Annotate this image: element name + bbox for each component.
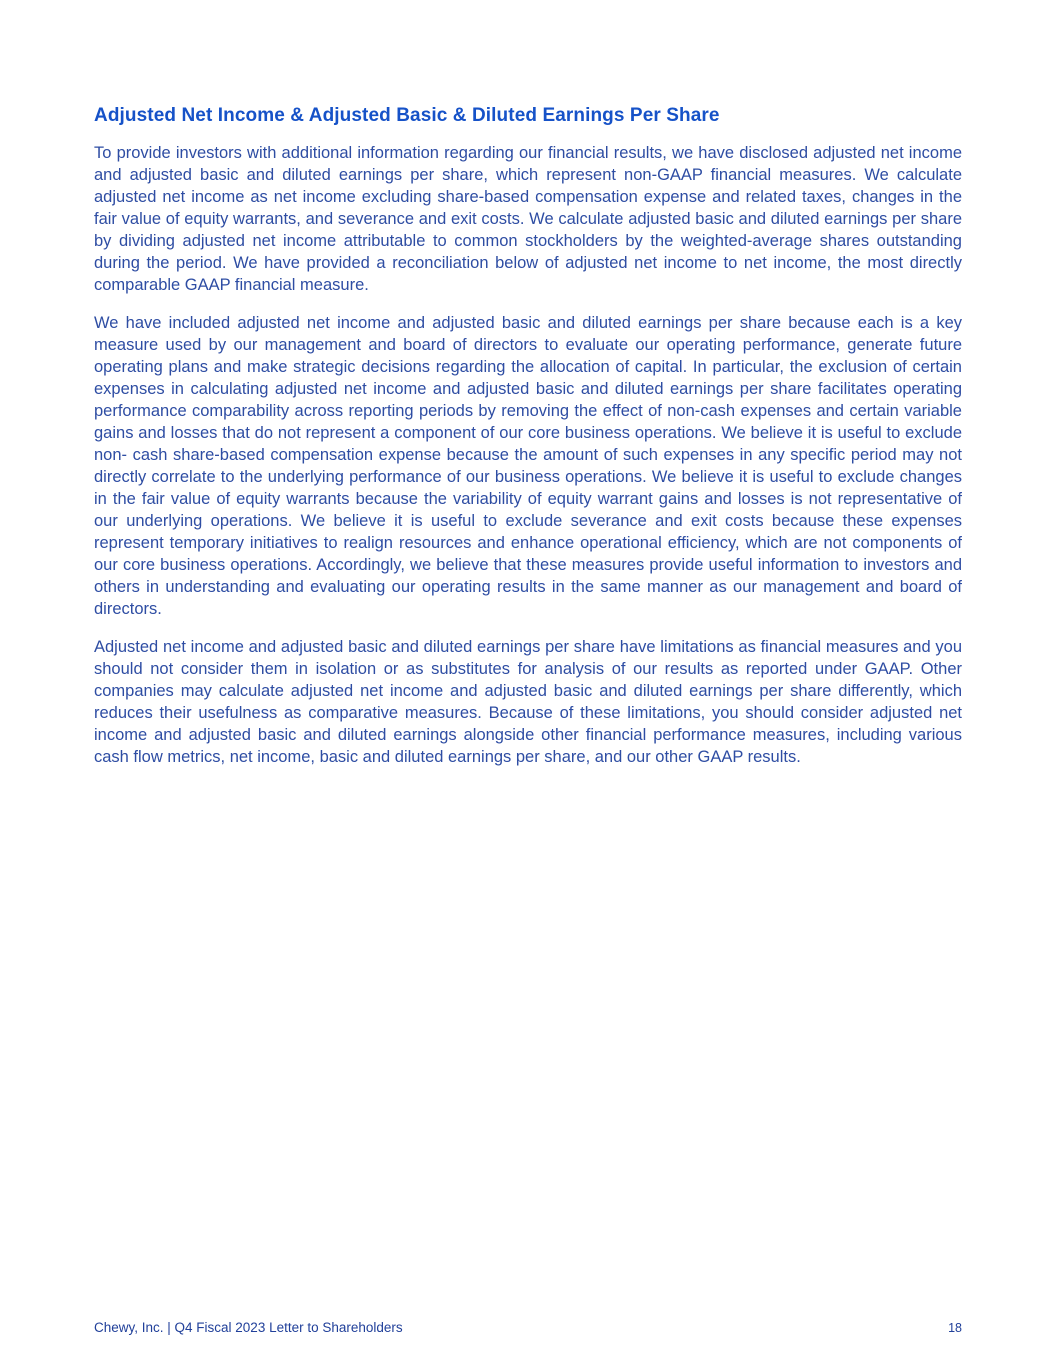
paragraph: Adjusted net income and adjusted basic and diluted earnings per share have limitations as financial measures and you should not consider them in isolation or as substitutes for analysis of our results as reported under GAAP. Other companies may calculate adjusted net income and adjusted basic and diluted earnings per share differently, which reduces their usefulness as comparative measures. Because of these limitations, you should consider adjusted net income and adjusted basic and diluted earnings alongside other financial performance measures, including various cash flow metrics, net income, basic and diluted earnings per share, and our other GAAP results. — [94, 638, 962, 766]
paragraph: To provide investors with additional information regarding our financial results, we have disclosed adjusted net income and adjusted basic and diluted earnings per share, which represent non-GAAP financial measures. We calculate adjusted net income as net income excluding share-based compensation expense and related taxes, changes in the fair value of equity warrants, and severance and exit costs. We calculate adjusted basic and diluted earnings per share by dividing adjusted net income attributable to common stockholders by the weighted-average shares outstanding during the period. We have provided a reconciliation below of adjusted net income to net income, the most directly comparable GAAP financial measure. — [94, 144, 962, 294]
body-copy — [94, 142, 962, 768]
footer-document-title: Chewy, Inc. | Q4 Fiscal 2023 Letter to Shareholders — [94, 1320, 403, 1335]
page-footer — [94, 1320, 962, 1335]
page-number: 18 — [948, 1321, 962, 1335]
paragraph: We have included adjusted net income and adjusted basic and diluted earnings per share because each is a key measure used by our management and board of directors to evaluate our operating performance, generate future operating plans and make strategic decisions regarding the allocation of capital. In particular, the exclusion of certain expenses in calculating adjusted net income and adjusted basic and diluted earnings per share facilitates operating performance comparability across reporting periods by removing the effect of non-cash expenses and certain variable gains and losses that do not represent a component of our core business operations. We believe it is useful to exclude non- cash share-based compensation expense because the amount of such expenses in any specific period may not directly correlate to the underlying performance of our business operations. We believe it is useful to exclude changes in the fair value of equity warrants because the variability of equity warrant gains and losses is not representative of our underlying operations. We believe it is useful to exclude severance and exit costs because these expenses represent temporary initiatives to realign resources and enhance operational efficiency, which are not components of our core business operations. Accordingly, we believe that these measures provide useful information to investors and others in understanding and evaluating our operating results in the same manner as our management and board of directors. — [94, 314, 962, 618]
page-content — [94, 105, 962, 784]
section-heading: Adjusted Net Income & Adjusted Basic & Diluted Earnings Per Share — [94, 105, 720, 126]
